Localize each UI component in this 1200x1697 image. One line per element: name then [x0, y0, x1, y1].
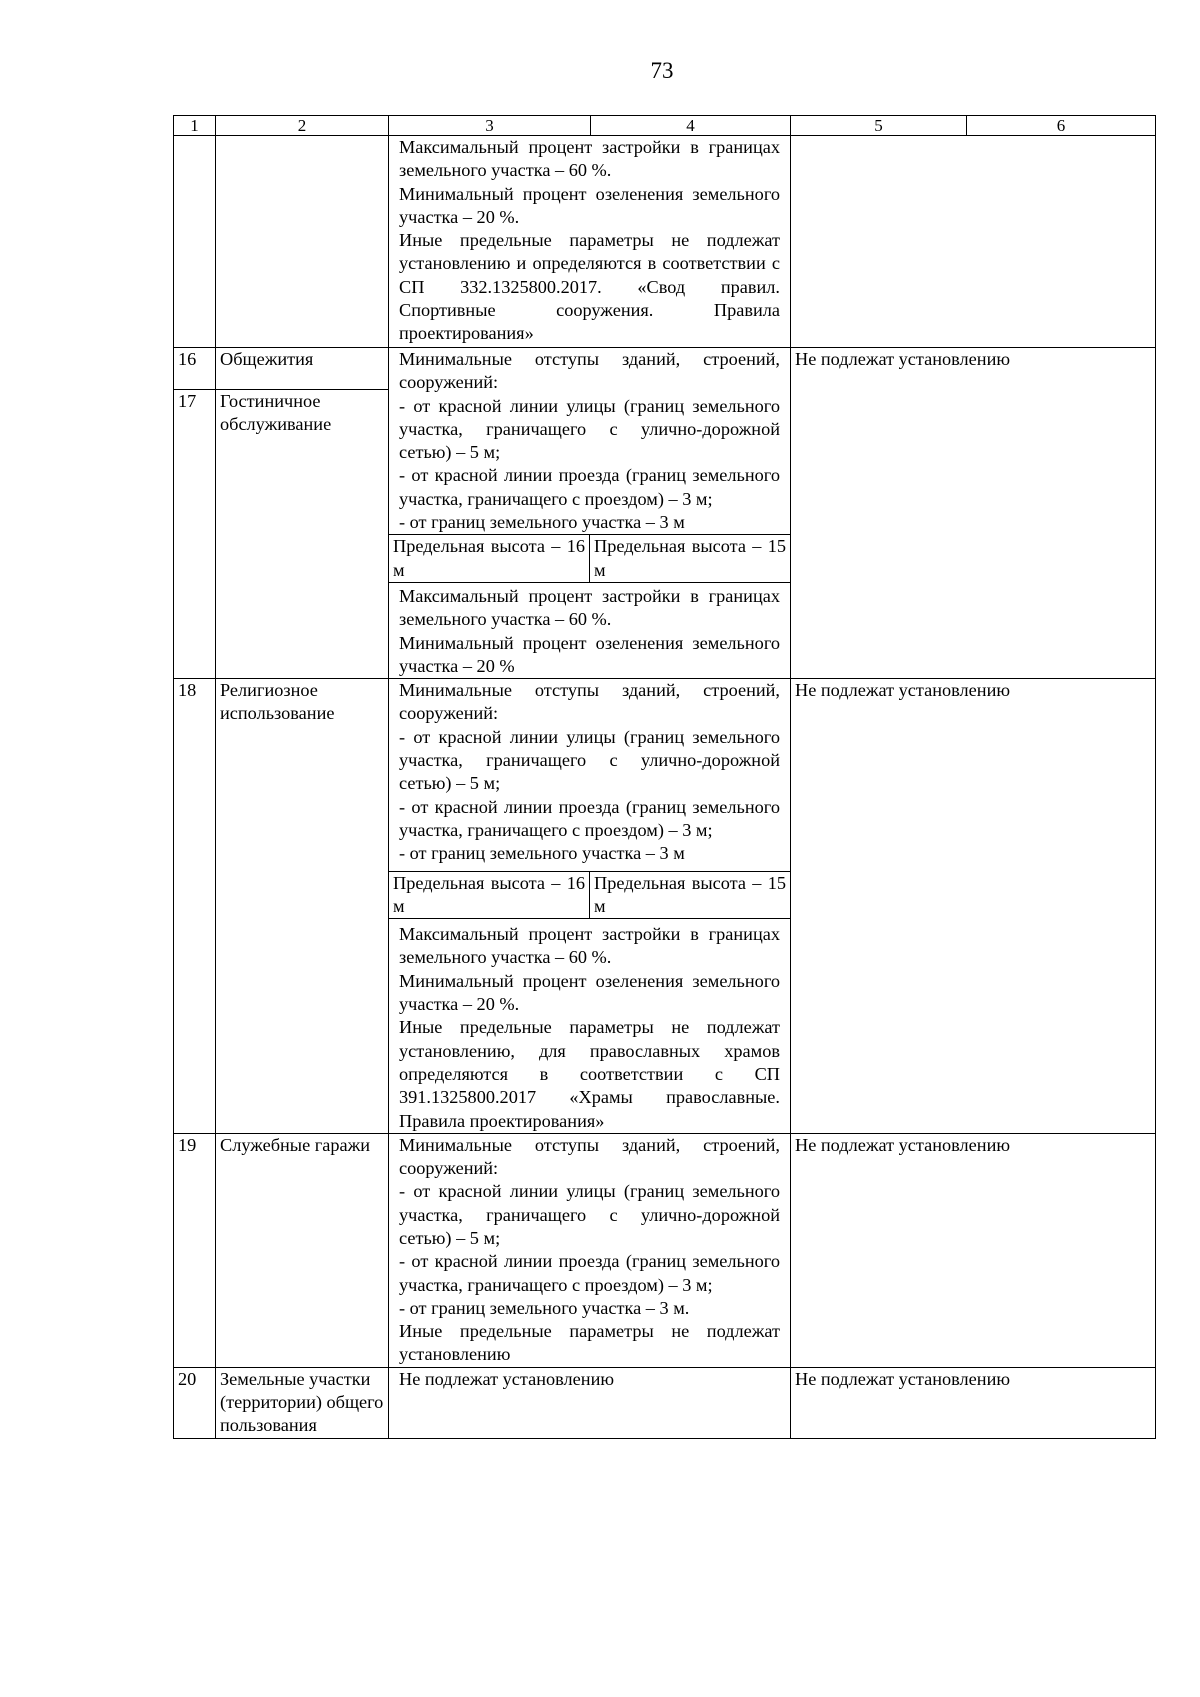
setbacks-block — [389, 679, 790, 870]
use-name: Религиозное использование — [216, 679, 389, 1134]
setback-line: - от красной линии проезда (границ земельного участка, граничащего с проездом) – 3 м; — [399, 796, 780, 840]
other-cell — [791, 136, 1156, 348]
use-name: Гостиничное обслуживание — [216, 390, 389, 679]
other-cell: Не подлежат установлению — [791, 1367, 1156, 1438]
table-row-18 — [174, 679, 1156, 1134]
setback-line: - от красной линии улицы (границ земельного участка, граничащего с улично-дорожной сетью) – 5 м; — [399, 1181, 780, 1248]
header-cell-5: 5 — [791, 116, 967, 136]
header-cell-4: 4 — [591, 116, 791, 136]
row-number: 17 — [174, 390, 216, 679]
parameters-cell — [389, 348, 791, 679]
page-number: 73 — [650, 58, 674, 83]
table-row-19 — [174, 1133, 1156, 1367]
params-block — [389, 583, 790, 678]
setback-line: Минимальные отступы зданий, строений, сооружений: — [399, 680, 780, 724]
header-cell-1: 1 — [174, 116, 216, 136]
height-limit-left: Предельная высота – 16 м — [389, 535, 590, 582]
height-limits — [389, 871, 790, 920]
parameters-cell: Не подлежат установлению — [389, 1367, 791, 1438]
height-limit-right: Предельная высота – 15 м — [594, 872, 786, 916]
header-cell-6: 6 — [967, 116, 1156, 136]
setback-line: Иные предельные параметры не подлежат установлению — [399, 1321, 780, 1365]
setback-line: - от красной линии улицы (границ земельного участка, граничащего с улично-дорожной сетью) – 5 м; — [399, 395, 780, 463]
param-text: Минимальный процент озеленения земельного участка – 20 %. — [399, 970, 780, 1015]
header-cell-2: 2 — [216, 116, 389, 136]
parameters-cell — [389, 679, 791, 1134]
param-text: Иные предельные параметры не подлежат установлению, для православных храмов определяются в соответствии с СП 391.1325800.2017 «Храмы православные. Правила проектирования» — [399, 1017, 780, 1131]
setback-line: - от границ земельного участка – 3 м — [399, 843, 685, 864]
table-row-20 — [174, 1367, 1156, 1438]
setback-line: - от красной линии улицы (границ земельного участка, граничащего с улично-дорожной сетью) – 5 м; — [399, 726, 780, 794]
param-text: Максимальный процент застройки в границах земельного участка – 60 %. — [399, 585, 780, 630]
row-number: 19 — [174, 1133, 216, 1367]
setback-line: - от границ земельного участка – 3 м — [399, 512, 685, 533]
header-cell-3: 3 — [389, 116, 591, 136]
setback-line: Минимальные отступы зданий, строений, сооружений: — [399, 1134, 780, 1179]
param-text: Максимальный процент застройки в границах земельного участка – 60 %. — [399, 924, 780, 968]
setback-line: Минимальные отступы зданий, строений, сооружений: — [399, 349, 780, 393]
setback-line: - от границ земельного участка – 3 м. — [399, 1297, 690, 1318]
use-name — [216, 136, 389, 348]
regulations-table — [173, 115, 1156, 1439]
param-text: Максимальный процент застройки в границах земельного участка – 60 %. — [399, 137, 780, 181]
parameters-cell — [389, 1133, 791, 1367]
row-number: 20 — [174, 1367, 216, 1438]
continuation-row — [174, 136, 1156, 348]
row-number: 18 — [174, 679, 216, 1134]
height-limits — [389, 534, 790, 583]
setbacks-block — [389, 348, 790, 534]
param-text: Иные предельные параметры не подлежат установлению и определяются в соответствии с СП 332.1325800.2017. «Свод правил. Спортивные сооружения. Правила проектирования» — [399, 230, 780, 344]
use-name: Земельные участки (территории) общего пользования — [216, 1367, 389, 1438]
header-row — [174, 116, 1156, 136]
other-cell: Не подлежат установлению — [791, 1133, 1156, 1367]
table-row-16 — [174, 348, 1156, 390]
other-cell: Не подлежат установлению — [791, 679, 1156, 1134]
param-text: Минимальный процент озеленения земельного участка – 20 %. — [399, 183, 780, 227]
setback-line: - от красной линии проезда (границ земельного участка, граничащего с проездом) – 3 м; — [399, 465, 780, 509]
params-block — [389, 919, 790, 1133]
height-limit-left: Предельная высота – 16 м — [389, 872, 590, 919]
row-number — [174, 136, 216, 348]
row-number: 16 — [174, 348, 216, 390]
use-name: Общежития — [216, 348, 389, 390]
use-name: Служебные гаражи — [216, 1133, 389, 1367]
param-text: Минимальный процент озеленения земельного участка – 20 % — [399, 632, 780, 676]
parameters-cell — [389, 136, 791, 348]
setback-line: - от красной линии проезда (границ земельного участка, граничащего с проездом) – 3 м; — [399, 1251, 780, 1295]
height-limit-right: Предельная высота – 15 м — [594, 536, 786, 580]
other-cell: Не подлежат установлению — [791, 348, 1156, 679]
